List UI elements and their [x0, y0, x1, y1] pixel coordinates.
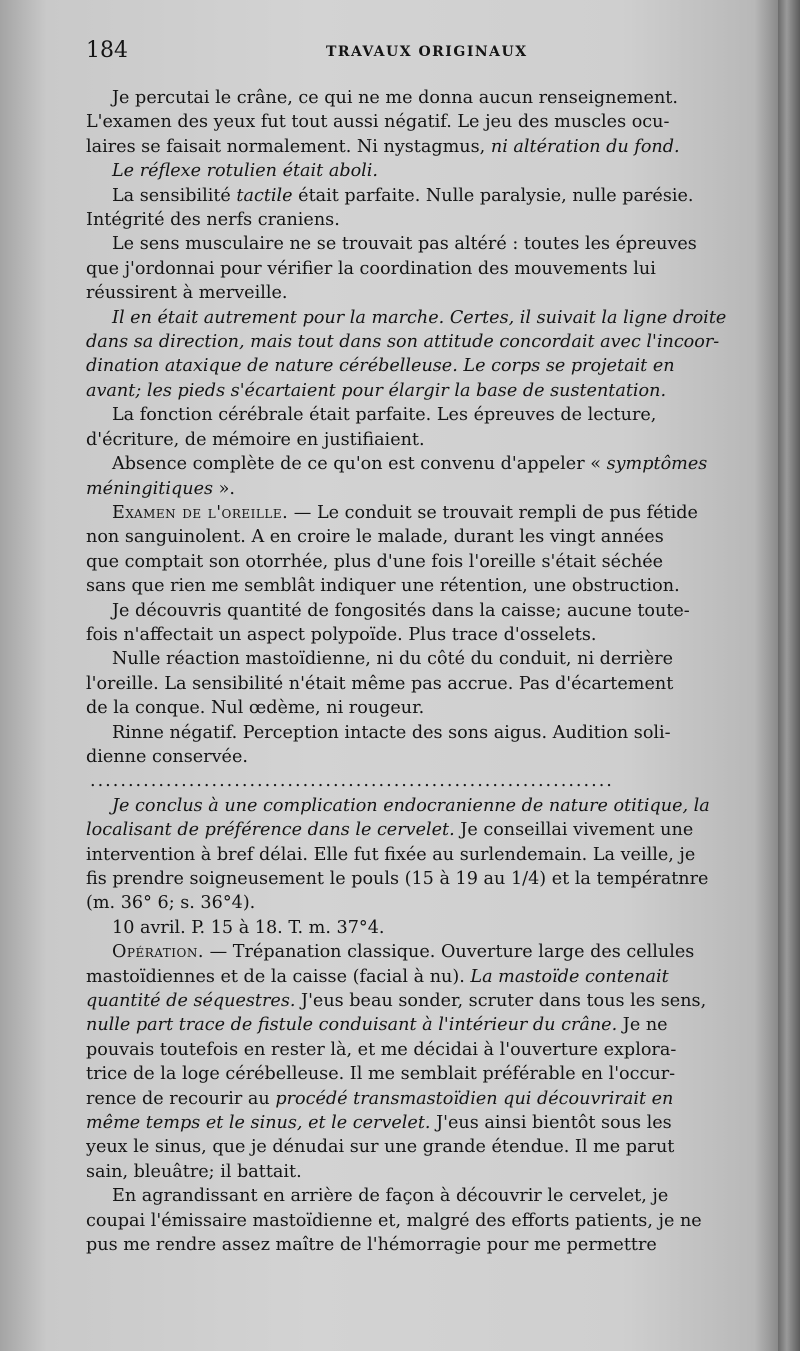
- text-run: que j'ordonnai pour vérifier la coordination des mouvements lui: [86, 258, 656, 279]
- text-line: [86, 891, 750, 915]
- text-line: [86, 1111, 750, 1135]
- text-line: [86, 1209, 750, 1233]
- text-run: J'eus beau sonder, scruter dans tous les sens,: [295, 991, 707, 1012]
- text-run: Je percutai le crâne, ce qui ne me donna aucun renseignement.: [112, 88, 678, 108]
- italic-text: procédé transmastoïdien qui découvrirait en: [275, 1088, 674, 1109]
- text-run: dienne conservée.: [86, 746, 248, 767]
- page-edge: [778, 0, 800, 1351]
- text-run: non sanguinolent. A en croire le malade, durant les vingt années: [86, 527, 664, 548]
- text-line: [86, 452, 750, 476]
- text-line: [86, 1135, 750, 1159]
- text-run: — Le conduit se trouvait rempli de pus fétide: [288, 502, 698, 523]
- text-run: (m. 36° 6; s. 36°4).: [86, 893, 256, 914]
- text-line: [86, 428, 750, 452]
- italic-text: avant; les pieds s'écartaient pour élargir la base de sustentation.: [86, 380, 667, 401]
- section-separator-dots: .....................................................................: [90, 771, 614, 792]
- text-line: [86, 818, 750, 842]
- italic-text: dination ataxique de nature cérébelleuse. Le corps se projetait en: [86, 356, 675, 377]
- section-heading: Opération.: [112, 942, 204, 963]
- italic-text: dans sa direction, mais tout dans son attitude concordait avec l'incoor-: [86, 332, 720, 353]
- text-run: rence de recourir au: [86, 1088, 276, 1109]
- text-line: [86, 1038, 750, 1062]
- text-run: fis prendre soigneusement le pouls (15 à 19 au 1/4) et la températnre: [86, 869, 709, 889]
- text-run: fois n'affectait un aspect polypoïde. Plus trace d'osselets.: [86, 624, 597, 645]
- text-run: sans que rien me semblât indiquer une rétention, une obstruction.: [86, 576, 680, 597]
- italic-text: même temps et le sinus, et le cervelet.: [86, 1113, 431, 1134]
- text-line: [86, 477, 750, 501]
- text-line: [86, 745, 750, 769]
- text-run: Je conseillai vivement une: [454, 820, 694, 841]
- text-line: [86, 1013, 750, 1037]
- text-line: [86, 721, 750, 745]
- text-run: — Trépanation classique. Ouverture large des cellules: [203, 942, 695, 963]
- text-run: Absence complète de ce qu'on est convenu d'appeler «: [112, 454, 607, 475]
- text-line: [86, 867, 750, 891]
- text-run: ».: [213, 478, 235, 499]
- text-run: Nulle réaction mastoïdienne, ni du côté du conduit, ni derrière: [112, 649, 674, 670]
- text-line: [86, 550, 750, 574]
- page-number: 184: [86, 38, 128, 63]
- text-run: Intégrité des nerfs craniens.: [86, 210, 340, 231]
- text-run: était parfaite. Nulle paralysie, nulle parésie.: [292, 185, 694, 206]
- text-run: intervention à bref délai. Elle fut fixée au surlendemain. La veille, je: [86, 844, 696, 865]
- text-line: [86, 184, 750, 208]
- text-run: La fonction cérébrale était parfaite. Les épreuves de lecture,: [112, 405, 657, 426]
- text-run: yeux le sinus, que je dénudai sur une grande étendue. Il me parut: [86, 1137, 675, 1158]
- text-line: [86, 1160, 750, 1184]
- text-run: réussirent à merveille.: [86, 283, 288, 304]
- text-run: laires se faisait normalement. Ni nystagmus,: [86, 136, 491, 157]
- text-line: [86, 794, 750, 818]
- text-run: L'examen des yeux fut tout aussi négatif. Le jeu des muscles ocu-: [86, 112, 670, 133]
- italic-text: ni altération du fond.: [490, 136, 680, 157]
- italic-text: symptômes: [606, 454, 708, 475]
- text-line: [86, 159, 750, 183]
- italic-text: La mastoïde contenait: [470, 966, 669, 987]
- text-line: [86, 110, 750, 134]
- text-line: [86, 354, 750, 378]
- italic-text: tactile: [236, 185, 293, 206]
- italic-text: Je conclus à une complication endocranienne de nature otitique, la: [112, 795, 710, 816]
- italic-text: Le réflexe rotulien était aboli.: [112, 161, 379, 182]
- text-run: sain, bleuâtre; il battait.: [86, 1161, 302, 1182]
- text-run: 10 avril. P. 15 à 18. T. m. 37°4.: [112, 917, 385, 938]
- text-run: l'oreille. La sensibilité n'était même pas accrue. Pas d'écartement: [86, 673, 674, 694]
- section-heading: Examen de l'oreille.: [112, 502, 289, 523]
- text-line: [86, 843, 750, 867]
- text-run: d'écriture, de mémoire en justifiaient.: [86, 429, 425, 450]
- text-run: Je ne: [617, 1015, 668, 1036]
- text-line: [86, 916, 750, 940]
- text-line: [86, 1087, 750, 1111]
- text-line: [86, 525, 750, 549]
- text-run: Le sens musculaire ne se trouvait pas altéré : toutes les épreuves: [112, 234, 697, 255]
- text-run: que comptait son otorrhée, plus d'une fois l'oreille s'était séchée: [86, 551, 664, 572]
- text-line: [86, 1062, 750, 1086]
- text-run: coupai l'émissaire mastoïdienne et, malgré des efforts patients, je ne: [86, 1210, 702, 1231]
- text-line: [86, 232, 750, 256]
- page-header: [86, 38, 746, 70]
- text-run: La sensibilité: [112, 185, 237, 206]
- text-line: [86, 989, 750, 1013]
- text-line: [86, 623, 750, 647]
- text-run: pus me rendre assez maître de l'hémorragie pour me permettre: [86, 1235, 657, 1256]
- text-line: [86, 379, 750, 403]
- text-run: Rinne négatif. Perception intacte des sons aigus. Audition soli-: [112, 722, 671, 743]
- text-line: [86, 403, 750, 427]
- text-line: [86, 86, 750, 110]
- text-run: mastoïdiennes et de la caisse (facial à nu).: [86, 966, 471, 987]
- text-line: [86, 574, 750, 598]
- running-title: TRAVAUX ORIGINAUX: [326, 44, 528, 60]
- text-line: [86, 501, 750, 525]
- text-run: Je découvris quantité de fongosités dans la caisse; aucune toute-: [112, 600, 690, 621]
- text-line: [86, 257, 750, 281]
- body-text: [86, 86, 750, 1258]
- italic-text: Il en était autrement pour la marche. Certes, il suivait la ligne droite: [112, 307, 727, 328]
- italic-text: localisant de préférence dans le cervelet.: [86, 820, 455, 841]
- text-run: pouvais toutefois en rester là, et me décidai à l'ouverture explora-: [86, 1039, 677, 1060]
- text-run: En agrandissant en arrière de façon à découvrir le cervelet, je: [112, 1186, 669, 1207]
- italic-text: quantité de séquestres.: [86, 991, 296, 1012]
- text-line: [86, 599, 750, 623]
- text-run: J'eus ainsi bientôt sous les: [430, 1113, 672, 1134]
- text-line: [86, 281, 750, 305]
- text-line: [86, 965, 750, 989]
- text-line: [86, 1184, 750, 1208]
- italic-text: méningitiques: [86, 478, 214, 499]
- text-run: de la conque. Nul œdème, ni rougeur.: [86, 698, 425, 719]
- text-line: [86, 696, 750, 720]
- text-line: [86, 208, 750, 232]
- text-line: [86, 306, 750, 330]
- text-line: [86, 647, 750, 671]
- text-line: [86, 672, 750, 696]
- italic-text: nulle part trace de fistule conduisant à l'intérieur du crâne.: [86, 1015, 618, 1036]
- text-run: trice de la loge cérébelleuse. Il me semblait préférable en l'occur-: [86, 1064, 676, 1085]
- text-line: [86, 330, 750, 354]
- text-line: [86, 1233, 750, 1257]
- text-line: [86, 940, 750, 964]
- text-line: [86, 135, 750, 159]
